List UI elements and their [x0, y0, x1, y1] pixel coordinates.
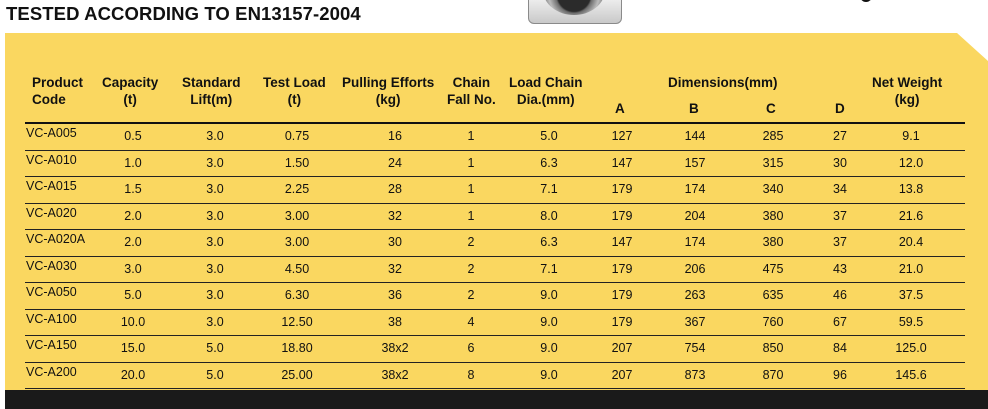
- cell-d: 67: [833, 314, 847, 329]
- cell-fall: 6: [467, 341, 475, 355]
- cell-dia: 7.1: [540, 182, 558, 196]
- cell-d: 27: [833, 129, 847, 143]
- cell-dia: 9.0: [540, 341, 558, 355]
- table-header: [25, 58, 965, 122]
- bottom-bar: [5, 390, 988, 409]
- cell-pull: 32: [388, 208, 402, 223]
- header-standard-lift: Standard Lift(m): [182, 75, 241, 107]
- cell-code: VC-A150: [26, 338, 77, 352]
- table-row: [25, 310, 965, 337]
- cell-dia: 9.0: [540, 367, 558, 382]
- cell-capacity: 2.0: [124, 208, 142, 223]
- cell-c: 380: [762, 208, 784, 223]
- cell-capacity: 3.0: [124, 261, 142, 276]
- cell-fall: 2: [467, 235, 475, 249]
- cell-lift: 3.0: [206, 208, 224, 223]
- cell-dia: 9.0: [540, 314, 558, 329]
- cell-lift: 5.0: [206, 367, 224, 382]
- cell-pull: 28: [388, 182, 402, 196]
- cell-b: 157: [684, 155, 706, 170]
- table-row: [25, 336, 965, 363]
- page-heading: TESTED ACCORDING TO EN13157-2004: [6, 3, 361, 24]
- cell-test: 4.50: [284, 261, 310, 276]
- table-body: [25, 124, 965, 389]
- cell-c: 870: [762, 367, 784, 382]
- cell-code: VC-A050: [26, 285, 77, 299]
- cell-b: 204: [684, 208, 706, 223]
- cell-capacity: 2.0: [124, 235, 142, 249]
- cell-fall: 1: [467, 182, 475, 196]
- cell-lift: 3.0: [206, 288, 224, 302]
- cell-code: VC-A015: [26, 179, 77, 193]
- cell-b: 754: [684, 341, 706, 355]
- cell-a: 179: [611, 208, 633, 223]
- cell-test: 3.00: [284, 208, 310, 223]
- cell-dia: 5.0: [540, 129, 558, 143]
- cell-dia: 9.0: [540, 288, 558, 302]
- cell-pull: 24: [388, 155, 402, 170]
- cell-b: 263: [684, 288, 706, 302]
- cell-weight: 59.5: [898, 314, 924, 329]
- cell-d: 43: [833, 261, 847, 276]
- cropped-letter-icon: [860, 0, 880, 2]
- cell-fall: 2: [467, 261, 475, 276]
- header-capacity: Capacity (t): [102, 75, 159, 107]
- cell-fall: 8: [467, 367, 475, 382]
- cell-a: 179: [611, 182, 633, 196]
- cell-c: 760: [762, 314, 784, 329]
- table-row: [25, 283, 965, 310]
- cell-test: 6.30: [284, 288, 310, 302]
- cell-code: VC-A010: [26, 152, 77, 167]
- cell-lift: 3.0: [206, 235, 224, 249]
- cell-a: 207: [611, 367, 633, 382]
- cell-code: VC-A020A: [26, 232, 86, 246]
- table-row: [25, 363, 965, 390]
- cell-pull: 36: [388, 288, 402, 302]
- cell-pull: 32: [388, 261, 402, 276]
- header-dim-d: D: [835, 101, 845, 116]
- header-load-chain-dia: Load Chain Dia.(mm): [509, 75, 583, 107]
- cell-a: 179: [611, 288, 633, 302]
- header-dimensions: Dimensions(mm): [668, 75, 778, 90]
- cell-a: 179: [611, 314, 633, 329]
- cell-b: 144: [684, 129, 706, 143]
- cell-code: VC-A100: [26, 311, 77, 326]
- cell-b: 174: [684, 182, 706, 196]
- table-row: [25, 124, 965, 151]
- cell-b: 174: [684, 235, 706, 249]
- cell-test: 1.50: [284, 155, 310, 170]
- cell-capacity: 1.5: [124, 182, 142, 196]
- cell-capacity: 10.0: [120, 314, 146, 329]
- cell-fall: 4: [467, 314, 475, 329]
- cell-test: 0.75: [284, 129, 310, 143]
- cell-weight: 21.0: [898, 261, 924, 276]
- cell-code: VC-A020: [26, 205, 77, 220]
- cell-pull: 38: [388, 314, 402, 329]
- cell-lift: 3.0: [206, 314, 224, 329]
- cell-code: VC-A005: [26, 126, 77, 140]
- cell-capacity: 5.0: [124, 288, 142, 302]
- cell-code: VC-A030: [26, 258, 77, 273]
- cell-c: 285: [762, 129, 784, 143]
- cell-weight: 9.1: [902, 129, 920, 143]
- header-dim-b: B: [689, 101, 699, 116]
- cell-capacity: 20.0: [120, 367, 146, 382]
- cell-code: VC-A200: [26, 364, 77, 379]
- cell-weight: 145.6: [895, 367, 927, 382]
- cell-b: 206: [684, 261, 706, 276]
- cell-d: 37: [833, 235, 847, 249]
- cell-weight: 20.4: [898, 235, 924, 249]
- cell-capacity: 1.0: [124, 155, 142, 170]
- cell-test: 25.00: [281, 367, 313, 382]
- cell-a: 207: [611, 341, 633, 355]
- cell-lift: 3.0: [206, 261, 224, 276]
- cell-c: 850: [762, 341, 784, 355]
- cell-lift: 3.0: [206, 129, 224, 143]
- header-product-code: Product Code: [32, 75, 84, 107]
- cell-fall: 1: [467, 208, 475, 223]
- cell-dia: 8.0: [540, 208, 558, 223]
- header-net-weight: Net Weight (kg): [872, 75, 943, 107]
- cell-a: 147: [611, 155, 633, 170]
- table-row: [25, 257, 965, 284]
- cell-capacity: 0.5: [124, 129, 142, 143]
- cell-lift: 5.0: [206, 341, 224, 355]
- cell-pull: 38x2: [381, 341, 409, 355]
- cell-weight: 12.0: [898, 155, 924, 170]
- cell-fall: 1: [467, 129, 475, 143]
- cell-lift: 3.0: [206, 155, 224, 170]
- cell-d: 30: [833, 155, 847, 170]
- table-row: [25, 204, 965, 231]
- cell-d: 46: [833, 288, 847, 302]
- cell-test: 3.00: [284, 235, 310, 249]
- cell-weight: 125.0: [895, 341, 927, 355]
- cell-fall: 1: [467, 155, 475, 170]
- chain-hoist-badge-icon: [528, 0, 622, 24]
- cell-c: 340: [762, 182, 784, 196]
- cell-d: 84: [833, 341, 847, 355]
- cell-dia: 6.3: [540, 155, 558, 170]
- header-dim-c: C: [766, 101, 776, 116]
- table-row: [25, 151, 965, 178]
- header-test-load: Test Load (t): [263, 75, 326, 107]
- cell-test: 18.80: [281, 341, 313, 355]
- cell-test: 2.25: [284, 182, 310, 196]
- header-chain-fall: Chain Fall No.: [447, 75, 496, 107]
- spec-table: [25, 58, 965, 382]
- cell-c: 475: [762, 261, 784, 276]
- table-row: [25, 230, 965, 257]
- cell-b: 873: [684, 367, 706, 382]
- cell-a: 127: [611, 129, 633, 143]
- cell-weight: 13.8: [898, 182, 924, 196]
- cell-a: 179: [611, 261, 633, 276]
- cell-pull: 16: [388, 129, 402, 143]
- cell-c: 315: [762, 155, 784, 170]
- cell-c: 635: [762, 288, 784, 302]
- cell-d: 96: [833, 367, 847, 382]
- cell-a: 147: [611, 235, 633, 249]
- table-row: [25, 177, 965, 204]
- cell-pull: 38x2: [381, 367, 409, 382]
- cell-weight: 21.6: [898, 208, 924, 223]
- cell-c: 380: [762, 235, 784, 249]
- cell-test: 12.50: [281, 314, 313, 329]
- cell-capacity: 15.0: [120, 341, 146, 355]
- header-dim-a: A: [615, 101, 625, 116]
- cell-dia: 6.3: [540, 235, 558, 249]
- cell-lift: 3.0: [206, 182, 224, 196]
- cell-b: 367: [684, 314, 706, 329]
- cell-d: 37: [833, 208, 847, 223]
- cell-pull: 30: [388, 235, 402, 249]
- cell-d: 34: [833, 182, 847, 196]
- cell-dia: 7.1: [540, 261, 558, 276]
- cell-fall: 2: [467, 288, 475, 302]
- header-pulling-efforts: Pulling Efforts (kg): [342, 75, 435, 107]
- cell-weight: 37.5: [898, 288, 924, 302]
